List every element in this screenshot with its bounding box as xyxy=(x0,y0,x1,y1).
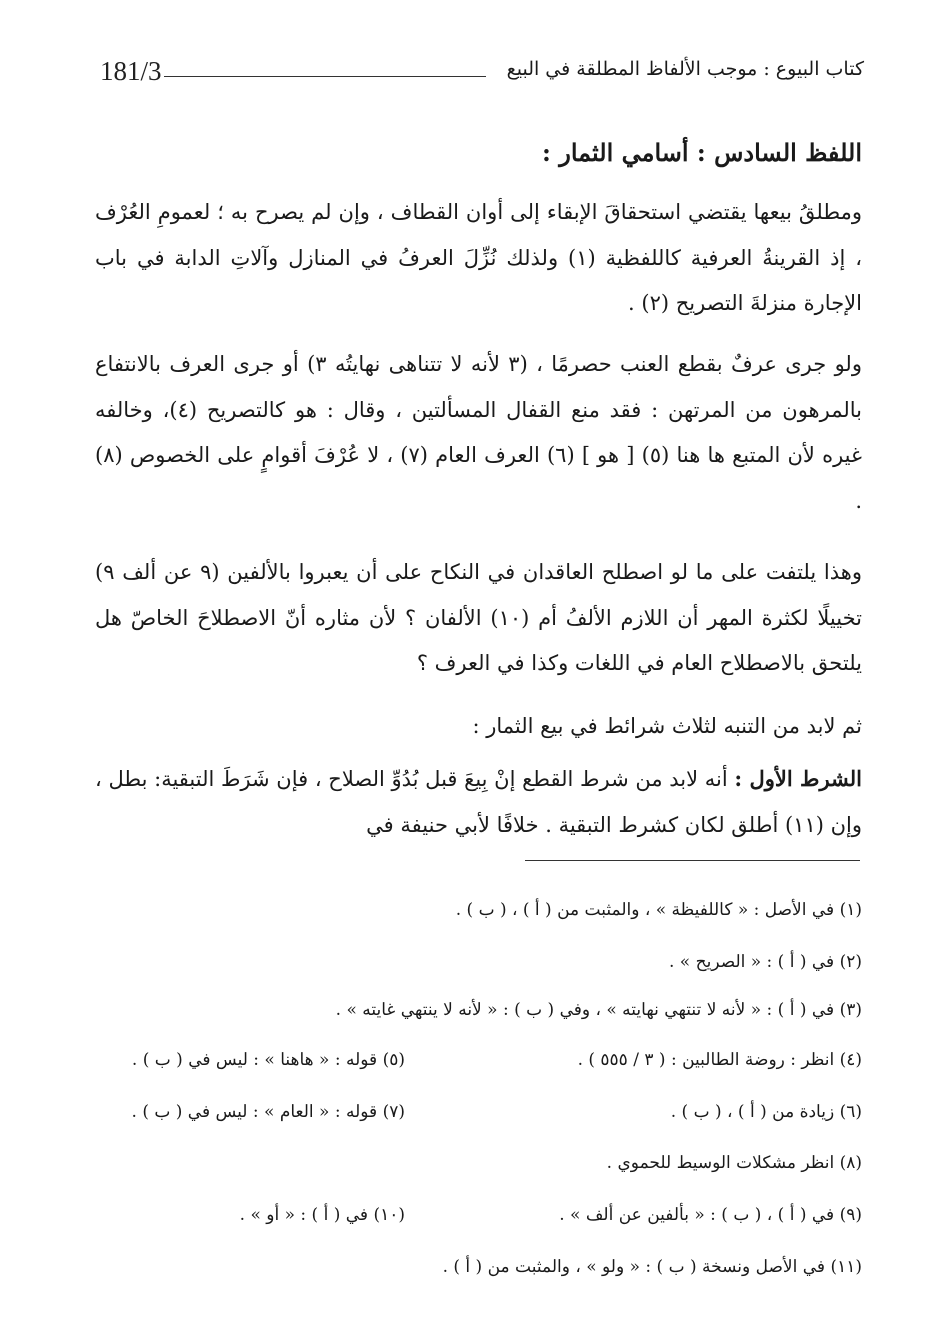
footnote-9: (٩) في ( أ ) ، ( ب ) : « بألفين عن ألف » . xyxy=(559,1205,862,1225)
footnote-8: (٨) انظر مشكلات الوسيط للحموي . xyxy=(606,1153,862,1173)
paragraph-text: ثم لابد من التنبه لثلاث شرائط في بيع الثمار : xyxy=(472,714,862,738)
footnote-3: (٣) في ( أ ) : « لأنه لا تنتهي نهايته » ، وفي ( ب ) : « لأنه لا ينتهي غايته » . xyxy=(335,1000,862,1020)
paragraph-2 xyxy=(95,342,862,524)
footnote-7: (٧) قوله : « العام » : ليس في ( ب ) . xyxy=(131,1102,405,1122)
running-title: كتاب البيوع : موجب الألفاظ المطلقة في البيع xyxy=(506,58,864,80)
section-heading: اللفظ السادس : أسامي الثمار : xyxy=(542,138,862,167)
paragraph-1 xyxy=(95,190,862,327)
footnote-2: (٢) في ( أ ) : « الصريح » . xyxy=(669,952,862,972)
page-reference: 181/3 xyxy=(100,56,162,86)
condition-label: الشرط الأول : xyxy=(734,766,862,791)
paragraph-text: وهذا يلتفت على ما لو اصطلح العاقدان في النكاح على أن يعبروا بالألفين (٩ عن ألف ٩) تخييلًا لكثرة المهر أن اللازم الألفُ أم (١٠) الألفان ؟ لأن مثاره أنّ الاصطلاحَ الخاصّ هل يلتحق بالاصطلاح العام في اللغات وكذا في العرف ؟ xyxy=(95,560,862,675)
condition-paragraph xyxy=(95,756,862,848)
footnote-11: (١١) في الأصل ونسخة ( ب ) : « ولو » ، والمثبت من ( أ ) . xyxy=(442,1257,862,1277)
footnote-1: (١) في الأصل : « كاللفيظة » ، والمثبت من ( أ ) ، ( ب ) . xyxy=(455,900,862,920)
footnote-separator xyxy=(525,860,860,861)
footnote-10: (١٠) في ( أ ) : « أو » . xyxy=(239,1205,405,1225)
footnote-6: (٦) زيادة من ( أ ) ، ( ب ) . xyxy=(670,1102,862,1122)
paragraph-4 xyxy=(95,704,862,750)
footnote-4: (٤) انظر : روضة الطالبين : ( ٣ / ٥٥٥ ) . xyxy=(577,1050,862,1070)
paragraph-3 xyxy=(95,550,862,687)
header-rule xyxy=(164,76,486,77)
condition-text: أنه لابد من شرط القطع إنْ بِيعَ قبل بُدُوِّ الصلاح ، فإن شَرَطَ التبقية: بطل ، وإن (١١) أطلق لكان كشرط التبقية . خلافًا لأبي حنيفة في xyxy=(95,767,862,837)
paragraph-text: ولو جرى عرفٌ بقطع العنب حصرمًا ، (٣ لأنه لا تتناهى نهايتُه ٣) أو جرى العرف بالانتفاع بالمرهون من المرتهن : فقد منع القفال المسألتين ، وقال : هو كالتصريح (٤)، وخالفه غيره لأن المتبع ها هنا (٥) [ هو ] (٦) العرف العام (٧) ، لا عُرْفَ أقوامٍ على الخصوص (٨) . xyxy=(95,352,862,513)
footnote-5: (٥) قوله : « هاهنا » : ليس في ( ب ) . xyxy=(131,1050,405,1070)
paragraph-text: ومطلقُ بيعها يقتضي استحقاقَ الإبقاء إلى أوان القطاف ، وإن لم يصرح به ؛ لعمومِ العُرْف ، إذ القرينةُ العرفية كاللفظية (١) ولذلك نُزِّلَ العرفُ في المنازل وآلاتِ الدابة في باب الإجارة منزلةَ التصريح (٢) . xyxy=(95,200,862,315)
